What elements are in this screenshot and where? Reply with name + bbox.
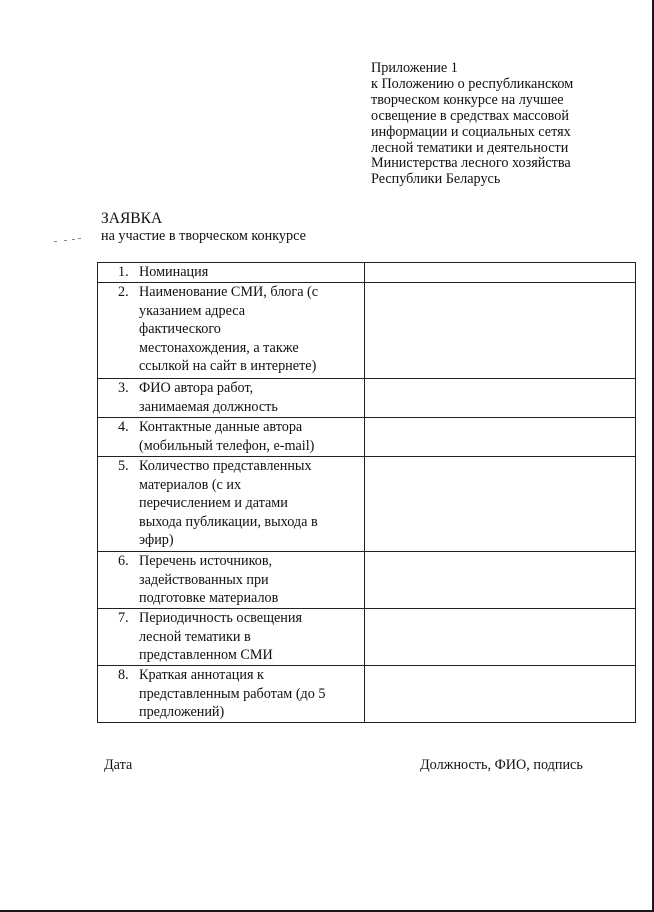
row-label-line: выхода публикации, выхода в	[139, 513, 318, 530]
row-label-cell	[98, 263, 365, 283]
table-row	[98, 283, 636, 379]
table-row	[98, 666, 636, 723]
table-row	[98, 552, 636, 609]
table-row	[98, 263, 636, 283]
row-label-cell	[98, 457, 365, 552]
scan-artifact	[52, 238, 86, 244]
appendix-line: творческом конкурсе на лучшее	[371, 91, 564, 108]
row-label-line: местонахождения, а также	[139, 339, 299, 356]
row-label-cell	[98, 379, 365, 418]
table-row	[98, 379, 636, 418]
scan-dot	[78, 238, 81, 239]
row-number: 8.	[118, 667, 129, 683]
row-number: 7.	[118, 610, 129, 626]
row-value-cell[interactable]	[365, 418, 636, 457]
row-label-cell	[98, 609, 365, 666]
row-label-line: Краткая аннотация к	[139, 667, 264, 683]
application-subtitle: на участие в творческом конкурсе	[101, 228, 306, 244]
row-value-cell[interactable]	[365, 263, 636, 283]
row-label-line: Номинация	[139, 264, 209, 280]
row-label-line: перечислением и датами	[139, 495, 288, 512]
row-number: 5.	[118, 458, 129, 474]
table-row	[98, 609, 636, 666]
table-row	[98, 418, 636, 457]
row-value-cell[interactable]	[365, 283, 636, 379]
row-number: 2.	[118, 284, 129, 300]
row-label-line: Контактные данные автора	[139, 419, 303, 435]
row-label-line: указанием адреса	[139, 302, 246, 319]
row-label-line: ссылкой на сайт в интернете)	[139, 358, 317, 375]
row-number: 1.	[118, 264, 129, 280]
row-label-line: Наименование СМИ, блога (с	[139, 284, 319, 300]
application-form-table	[97, 262, 636, 723]
row-label-line: представленным работам (до 5	[139, 685, 326, 702]
application-title: ЗАЯВКА	[101, 210, 163, 227]
appendix-line: Министерства лесного хозяйства	[371, 155, 571, 172]
row-value-cell[interactable]	[365, 552, 636, 609]
row-label-cell	[98, 552, 365, 609]
appendix-line: освещение в средствах массовой	[371, 107, 569, 124]
row-label-line: (мобильный телефон, e-mail)	[139, 437, 315, 454]
row-label-line: Перечень источников,	[139, 553, 273, 569]
row-label-line: лесной тематики в	[139, 628, 251, 645]
row-label-line: представленном СМИ	[139, 647, 273, 664]
appendix-line: к Положению о республиканском	[371, 75, 574, 92]
row-label-line: эфир)	[139, 532, 174, 549]
table-row	[98, 457, 636, 552]
row-label-cell	[98, 283, 365, 379]
row-label-line: материалов (с их	[139, 476, 242, 493]
appendix-line: информации и социальных сетях	[371, 123, 571, 140]
row-label-line: подготовке материалов	[139, 590, 279, 607]
appendix-line: Республики Беларусь	[371, 171, 501, 188]
row-label-line: фактического	[139, 321, 221, 338]
row-label-line: предложений)	[139, 704, 225, 721]
row-label-line: Периодичность освещения	[139, 610, 303, 626]
row-value-cell[interactable]	[365, 457, 636, 552]
row-value-cell[interactable]	[365, 609, 636, 666]
appendix-reference	[371, 61, 631, 188]
row-number: 3.	[118, 380, 129, 396]
row-label-cell	[98, 418, 365, 457]
row-label-line: Количество представленных	[139, 458, 312, 474]
appendix-line: лесной тематики и деятельности	[371, 139, 569, 156]
row-number: 6.	[118, 553, 129, 569]
scan-dot	[64, 240, 67, 241]
row-label-line: занимаемая должность	[139, 398, 278, 415]
row-value-cell[interactable]	[365, 666, 636, 723]
date-label: Дата	[104, 757, 133, 773]
row-label-line: ФИО автора работ,	[139, 380, 254, 396]
scan-dot	[54, 241, 57, 242]
position-name-signature-label: Должность, ФИО, подпись	[420, 757, 583, 773]
row-number: 4.	[118, 419, 129, 435]
row-label-line: задействованных при	[139, 571, 269, 588]
scan-dot	[72, 239, 75, 240]
appendix-line: Приложение 1	[371, 60, 458, 76]
row-label-cell	[98, 666, 365, 723]
row-value-cell[interactable]	[365, 379, 636, 418]
